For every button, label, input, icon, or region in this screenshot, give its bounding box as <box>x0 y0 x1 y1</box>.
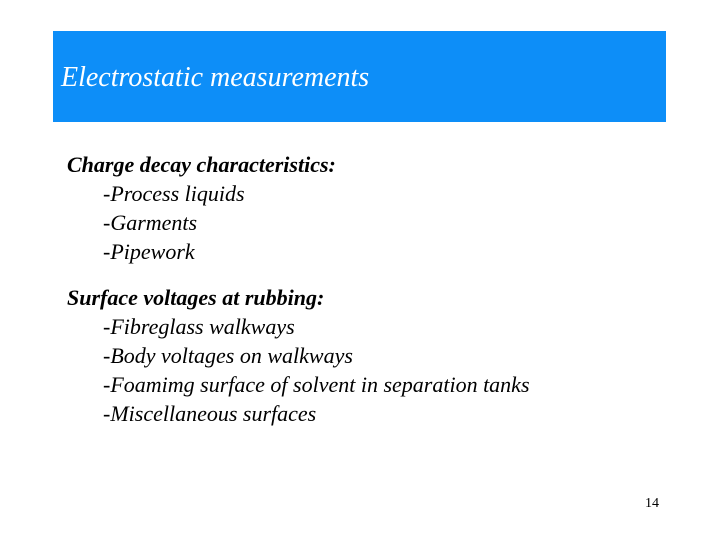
list-item: -Miscellaneous surfaces <box>103 401 317 426</box>
list-item: -Pipework <box>103 239 195 264</box>
list-item: -Foamimg surface of solvent in separation tanks <box>103 372 530 397</box>
list-item: -Garments <box>103 210 198 235</box>
list-item: -Body voltages on walkways <box>103 343 353 368</box>
slide-title: Electrostatic measurements <box>61 62 370 93</box>
page-number: 14 <box>645 496 659 511</box>
list-item: -Fibreglass walkways <box>103 314 295 339</box>
section-heading: Surface voltages at rubbing: <box>67 285 325 310</box>
title-bar <box>53 31 666 122</box>
section-surface-voltages <box>67 283 530 428</box>
list-item: -Process liquids <box>103 181 245 206</box>
section-heading: Charge decay characteristics: <box>67 152 336 177</box>
section-charge-decay <box>67 150 336 266</box>
